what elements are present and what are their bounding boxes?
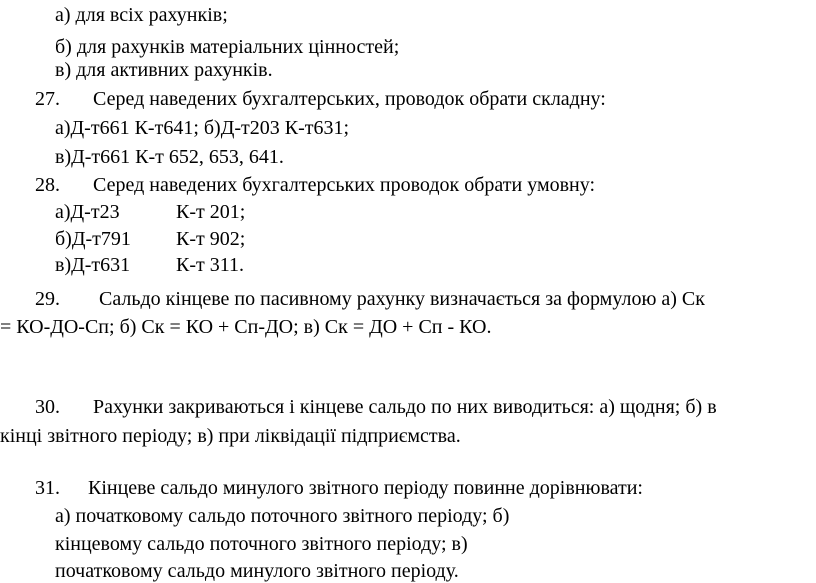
question-27-option-c: в)Д-т661 К-т 652, 653, 641. (55, 146, 284, 168)
question-30-number: 30. (35, 396, 60, 418)
question-30-text: Рахунки закриваються і кінцеве сальдо по них виводиться: а) щодня; б) в (93, 396, 717, 418)
question-28-option-a-credit: К-т 201; (176, 201, 246, 223)
question-31-option-c: початковому сальдо минулого звітного періоду. (55, 560, 459, 582)
question-29-number: 29. (35, 288, 60, 310)
option-a-all-accounts: а) для всіх рахунків; (55, 4, 228, 26)
question-31-number: 31. (35, 477, 60, 499)
question-28-option-c-credit: К-т 311. (176, 254, 244, 276)
question-27-text: Серед наведених бухгалтерських, проводок обрати складну: (93, 88, 606, 110)
question-27-number: 27. (35, 88, 60, 110)
question-28-option-c-debit: в)Д-т631 (55, 254, 131, 276)
option-b-material-accounts: б) для рахунків матеріальних цінностей; (55, 36, 400, 58)
question-27-options-ab: а)Д-т661 К-т641; б)Д-т203 К-т631; (55, 117, 350, 139)
question-31-option-b: кінцевому сальдо поточного звітного періоду; в) (55, 533, 468, 555)
question-31-option-a: а) початковому сальдо поточного звітного періоду; б) (55, 505, 510, 527)
question-30-continuation: кінці звітного періоду; в) при ліквідації підприємства. (0, 425, 461, 447)
question-29-text: Сальдо кінцеве по пасивному рахунку визначається за формулою а) Ск (99, 288, 705, 310)
question-29-continuation: = КО-ДО-Сп; б) Ск = КО + Сп-ДО; в) Ск = ДО + Сп - КО. (0, 316, 492, 338)
question-31-text: Кінцеве сальдо минулого звітного періоду повинне дорівнювати: (88, 477, 643, 499)
question-28-text: Серед наведених бухгалтерських проводок обрати умовну: (93, 174, 596, 196)
question-28-option-a-debit: а)Д-т23 (55, 201, 120, 223)
question-28-option-b-debit: б)Д-т791 (55, 228, 131, 250)
option-c-active-accounts: в) для активних рахунків. (55, 59, 273, 81)
question-28-number: 28. (35, 174, 60, 196)
question-28-option-b-credit: К-т 902; (176, 228, 246, 250)
